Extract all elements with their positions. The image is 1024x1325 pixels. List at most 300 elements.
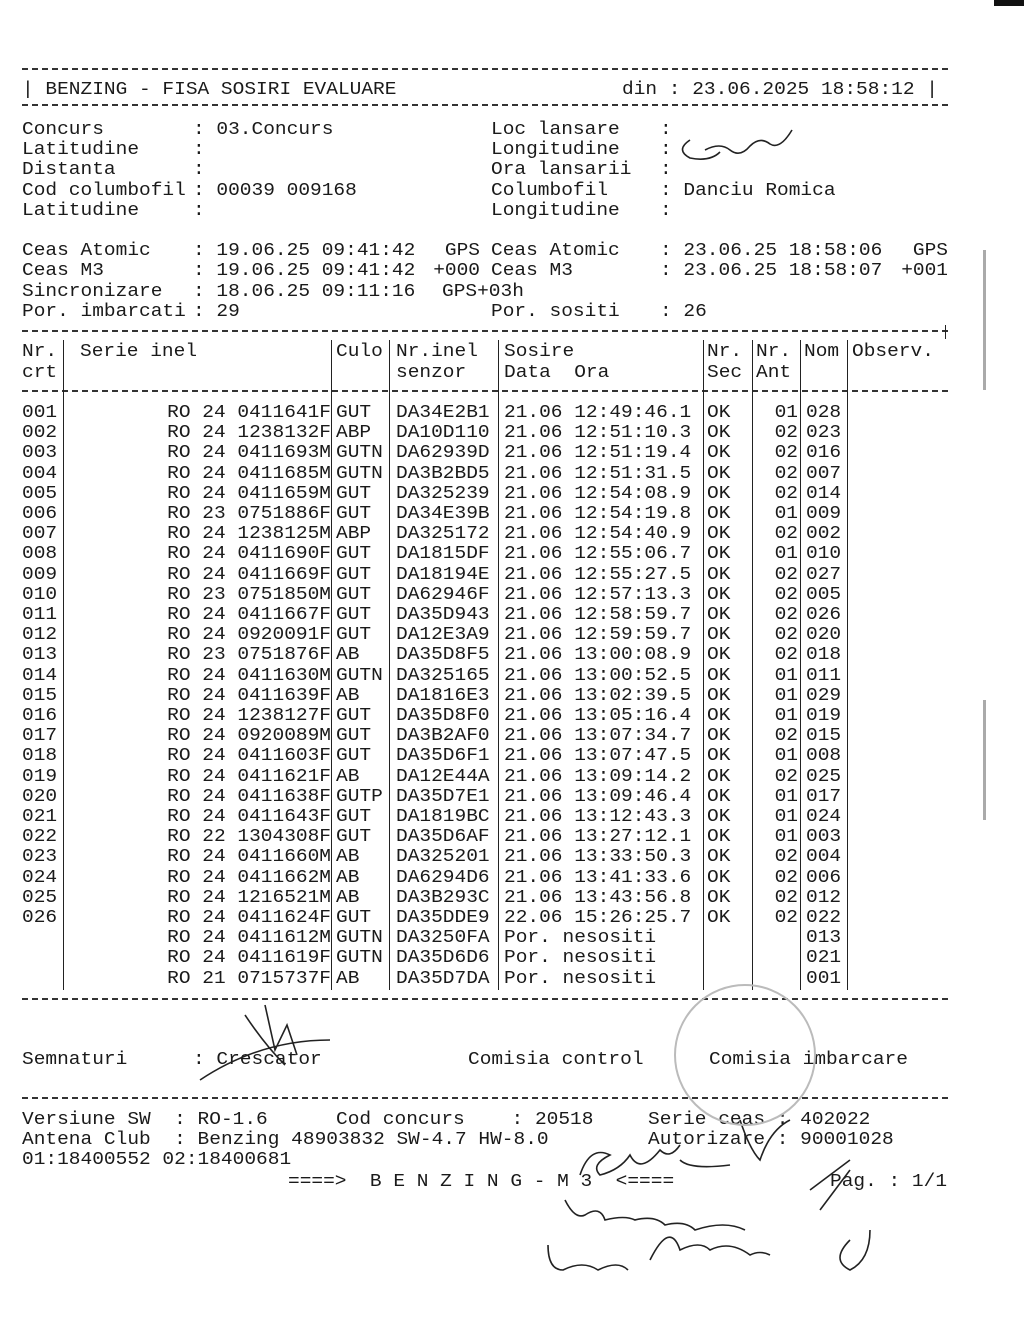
cell-nr-ant: 02 <box>774 441 798 463</box>
footer-versiune: Versiune SW : RO-1.6 <box>22 1108 268 1130</box>
cell-culo: AB <box>336 967 360 989</box>
cell-sosire: 21.06 12:54:08.9 <box>504 482 692 504</box>
cell-sosire: Por. nesositi <box>504 946 657 968</box>
report-date-value: 23.06.2025 18:58:12 <box>692 78 915 100</box>
divider <box>22 330 948 332</box>
clock-label: Por. sositi <box>491 300 620 322</box>
cell-nr-sec: OK <box>707 542 731 564</box>
clock-value: : 29 <box>193 300 240 322</box>
cell-culo: GUTN <box>336 664 383 686</box>
cell-nr-sec: OK <box>707 502 731 524</box>
cell-sosire: 22.06 15:26:25.7 <box>504 906 692 928</box>
cell-serie-inel: RO 24 0411639F <box>167 684 331 706</box>
footer-antennas: 01:18400552 02:18400681 <box>22 1148 292 1170</box>
report-date: din : 23.06.2025 18:58:12 | <box>622 78 938 100</box>
cell-serie-inel: RO 24 0411624F <box>167 906 331 928</box>
col-observ: Observ. <box>852 340 934 362</box>
cell-serie-inel: RO 24 1216521M <box>167 886 331 908</box>
cell-serie-inel: RO 21 0715737F <box>167 967 331 989</box>
cell-culo: GUT <box>336 805 372 827</box>
cell-nr-inel: DA35DDE9 <box>396 906 490 928</box>
cell-nom: 015 <box>806 724 842 746</box>
cell-nom: 016 <box>806 441 842 463</box>
cell-sosire: 21.06 13:12:43.3 <box>504 805 692 827</box>
info-label: Columbofil <box>491 179 609 201</box>
cell-nr-crt: 017 <box>22 724 58 746</box>
cell-serie-inel: RO 24 0411667F <box>167 603 331 625</box>
cell-nom: 014 <box>806 482 842 504</box>
cell-sosire: 21.06 13:00:08.9 <box>504 643 692 665</box>
clock-value: : 23.06.25 18:58:06 <box>660 239 883 261</box>
cell-nr-inel: DA62939D <box>396 441 490 463</box>
cell-nr-sec: OK <box>707 441 731 463</box>
cell-sosire: Por. nesositi <box>504 926 657 948</box>
cell-sosire: 21.06 12:51:19.4 <box>504 441 692 463</box>
col-serie: Serie inel <box>80 340 198 362</box>
cell-nr-inel: DA3B2BD5 <box>396 462 490 484</box>
cell-sosire: 21.06 13:27:12.1 <box>504 825 692 847</box>
cell-sosire: 21.06 13:05:16.4 <box>504 704 692 726</box>
cell-culo: GUT <box>336 704 372 726</box>
handwriting-3 <box>548 1237 770 1270</box>
cell-serie-inel: RO 24 0411659M <box>167 482 331 504</box>
cell-nom: 010 <box>806 542 842 564</box>
cell-nr-sec: OK <box>707 522 731 544</box>
cell-serie-inel: RO 23 0751850M <box>167 583 331 605</box>
cell-sosire: 21.06 12:54:40.9 <box>504 522 692 544</box>
cell-nr-ant: 02 <box>774 866 798 888</box>
cell-serie-inel: RO 24 0411641F <box>167 401 331 423</box>
cell-nr-sec: OK <box>707 906 731 928</box>
cell-nr-inel: DA6294D6 <box>396 866 490 888</box>
cell-nr-ant: 02 <box>774 563 798 585</box>
cell-nr-crt: 014 <box>22 664 58 686</box>
cell-culo: GUT <box>336 502 372 524</box>
clock-label: Sincronizare <box>22 280 163 302</box>
info-label: Cod columbofil <box>22 179 186 201</box>
info-value: : <box>660 138 684 160</box>
cell-nr-sec: OK <box>707 684 731 706</box>
cell-nr-sec: OK <box>707 462 731 484</box>
cell-nr-inel: DA34E39B <box>396 502 490 524</box>
cell-nr-sec: OK <box>707 401 731 423</box>
cell-nr-crt: 011 <box>22 603 58 625</box>
cell-nr-ant: 01 <box>774 825 798 847</box>
cell-nr-inel: DA18194E <box>396 563 490 585</box>
info-label: Longitudine <box>491 199 620 221</box>
cell-sosire: 21.06 13:41:33.6 <box>504 866 692 888</box>
cell-nr-sec: OK <box>707 805 731 827</box>
cell-nr-sec: OK <box>707 563 731 585</box>
clock-suffix: GPS <box>444 239 480 261</box>
cell-nr-ant: 02 <box>774 462 798 484</box>
cell-nr-ant: 01 <box>774 785 798 807</box>
cell-nr-inel: DA35D7E1 <box>396 785 490 807</box>
cell-nom: 023 <box>806 421 842 443</box>
cell-nr-inel: DA35D6D6 <box>396 946 490 968</box>
cell-culo: AB <box>336 845 360 867</box>
col-sec: Sec <box>707 361 743 383</box>
cell-serie-inel: RO 24 0411660M <box>167 845 331 867</box>
cell-nr-ant: 02 <box>774 906 798 928</box>
clock-label: Ceas M3 <box>491 259 573 281</box>
cell-nr-ant: 01 <box>774 664 798 686</box>
scan-edge <box>994 0 1024 6</box>
footer-autorizare: Autorizare : 90001028 <box>648 1128 894 1150</box>
cell-nr-ant: 02 <box>774 845 798 867</box>
cell-sosire: 21.06 12:55:27.5 <box>504 563 692 585</box>
cell-nr-inel: DA3250FA <box>396 926 490 948</box>
cell-sosire: 21.06 12:58:59.7 <box>504 603 692 625</box>
divider <box>22 1097 948 1099</box>
cell-serie-inel: RO 24 0411690F <box>167 542 331 564</box>
cell-nr-inel: DA34E2B1 <box>396 401 490 423</box>
clock-label: Ceas Atomic <box>491 239 620 261</box>
cell-nr-inel: DA325172 <box>396 522 490 544</box>
cell-serie-inel: RO 24 0411662M <box>167 866 331 888</box>
cell-culo: GUTN <box>336 946 383 968</box>
cell-nr-ant: 01 <box>774 542 798 564</box>
cell-culo: ABP <box>336 421 372 443</box>
cell-nr-ant: 02 <box>774 603 798 625</box>
column-line <box>703 340 704 990</box>
cell-nr-inel: DA12E44A <box>396 765 490 787</box>
signatures-label: Semnaturi <box>22 1048 128 1070</box>
cell-serie-inel: RO 24 1238132F <box>167 421 331 443</box>
cell-culo: GUT <box>336 744 372 766</box>
cell-nom: 002 <box>806 522 842 544</box>
cell-nr-ant: 01 <box>774 704 798 726</box>
cell-sosire: Por. nesositi <box>504 967 657 989</box>
cell-nom: 006 <box>806 866 842 888</box>
cell-serie-inel: RO 24 0411669F <box>167 563 331 585</box>
cell-nom: 029 <box>806 684 842 706</box>
col-nr-inel: Nr.inel <box>396 340 478 362</box>
cell-culo: GUT <box>336 724 372 746</box>
cell-nr-sec: OK <box>707 482 731 504</box>
cell-nom: 005 <box>806 583 842 605</box>
loc-lansare-signature <box>683 130 793 159</box>
cell-nr-inel: DA1815DF <box>396 542 490 564</box>
cell-nr-inel: DA1816E3 <box>396 684 490 706</box>
cell-serie-inel: RO 24 1238125M <box>167 522 331 544</box>
cell-nr-crt: 013 <box>22 643 58 665</box>
cell-nom: 013 <box>806 926 842 948</box>
cell-nr-ant: 02 <box>774 765 798 787</box>
cell-culo: GUTN <box>336 462 383 484</box>
cell-serie-inel: RO 24 0411630M <box>167 664 331 686</box>
info-value: : Danciu Romica <box>660 179 836 201</box>
cell-nr-inel: DA35D8F5 <box>396 643 490 665</box>
cell-nr-ant: 01 <box>774 744 798 766</box>
cell-serie-inel: RO 24 1238127F <box>167 704 331 726</box>
footer-antena: Antena Club : Benzing 48903832 SW-4.7 HW-8.0 <box>22 1128 549 1150</box>
cell-nr-sec: OK <box>707 765 731 787</box>
cell-nr-sec: OK <box>707 845 731 867</box>
cell-nom: 025 <box>806 765 842 787</box>
cell-culo: GUT <box>336 906 372 928</box>
scan-streak <box>983 250 986 390</box>
cell-serie-inel: RO 24 0411621F <box>167 765 331 787</box>
cell-nr-crt: 026 <box>22 906 58 928</box>
footer-serie-ceas: Serie ceas : 402022 <box>648 1108 871 1130</box>
cell-nr-crt: 015 <box>22 684 58 706</box>
clock-suffix: GPS <box>912 239 948 261</box>
cell-nr-inel: DA12E3A9 <box>396 623 490 645</box>
cell-nom: 027 <box>806 563 842 585</box>
clock-label: Por. imbarcati <box>22 300 186 322</box>
cell-nom: 008 <box>806 744 842 766</box>
cell-culo: GUT <box>336 583 372 605</box>
column-line <box>63 340 64 990</box>
col-sosire: Sosire <box>504 340 575 362</box>
cell-nr-inel: DA35D7DA <box>396 967 490 989</box>
info-value: : <box>193 199 217 221</box>
cell-sosire: 21.06 12:51:31.5 <box>504 462 692 484</box>
cell-nr-ant: 02 <box>774 643 798 665</box>
info-label: Ora lansarii <box>491 158 632 180</box>
cell-serie-inel: RO 24 0411643F <box>167 805 331 827</box>
cell-nr-ant: 02 <box>774 724 798 746</box>
cell-nom: 001 <box>806 967 842 989</box>
scan-streak <box>983 700 986 820</box>
cell-nom: 011 <box>806 664 842 686</box>
handwriting-2 <box>565 1200 745 1230</box>
col-nr-ant: Nr. <box>756 340 792 362</box>
cell-nr-ant: 01 <box>774 502 798 524</box>
cell-nr-crt: 012 <box>22 623 58 645</box>
cell-sosire: 21.06 12:49:46.1 <box>504 401 692 423</box>
cell-nr-ant: 02 <box>774 886 798 908</box>
cell-sosire: 21.06 13:09:14.2 <box>504 765 692 787</box>
page-number: Pag. : 1/1 <box>830 1170 948 1192</box>
cell-nr-sec: OK <box>707 886 731 908</box>
cell-nr-inel: DA35D6F1 <box>396 744 490 766</box>
cell-serie-inel: RO 24 0920089M <box>167 724 331 746</box>
cell-nr-crt: 010 <box>22 583 58 605</box>
cell-nr-crt: 018 <box>22 744 58 766</box>
cell-nr-ant: 01 <box>774 805 798 827</box>
cell-nr-sec: OK <box>707 583 731 605</box>
cell-nr-crt: 009 <box>22 563 58 585</box>
signature-crescator: : Crescator <box>193 1048 322 1070</box>
cell-sosire: 21.06 12:55:06.7 <box>504 542 692 564</box>
cell-nr-sec: OK <box>707 866 731 888</box>
divider <box>22 104 948 106</box>
cell-nr-inel: DA35D8F0 <box>396 704 490 726</box>
cell-nom: 028 <box>806 401 842 423</box>
info-label: Distanta <box>22 158 116 180</box>
col-ant: Ant <box>756 361 792 383</box>
clock-suffix: +000 <box>433 259 480 281</box>
info-value: : <box>193 158 217 180</box>
divider <box>22 390 948 392</box>
cell-nr-inel: DA62946F <box>396 583 490 605</box>
cell-nr-crt: 023 <box>22 845 58 867</box>
cell-nr-sec: OK <box>707 744 731 766</box>
cell-nr-ant: 02 <box>774 583 798 605</box>
column-line <box>752 340 753 990</box>
cell-nr-sec: OK <box>707 664 731 686</box>
column-line <box>389 340 390 990</box>
cell-nom: 024 <box>806 805 842 827</box>
cell-nr-crt: 016 <box>22 704 58 726</box>
cell-sosire: 21.06 13:43:56.8 <box>504 886 692 908</box>
cell-nr-crt: 006 <box>22 502 58 524</box>
info-value: : 03.Concurs <box>193 118 334 140</box>
cell-nom: 018 <box>806 643 842 665</box>
cell-nr-sec: OK <box>707 785 731 807</box>
col-nr: Nr. <box>22 340 58 362</box>
column-line <box>800 340 801 990</box>
cell-nr-crt: 024 <box>22 866 58 888</box>
cell-sosire: 21.06 12:54:19.8 <box>504 502 692 524</box>
info-value: : <box>660 118 684 140</box>
cell-sosire: 21.06 13:09:46.4 <box>504 785 692 807</box>
cell-nom: 007 <box>806 462 842 484</box>
cell-serie-inel: RO 24 0920091F <box>167 623 331 645</box>
info-value: : <box>660 158 684 180</box>
cell-serie-inel: RO 23 0751876F <box>167 643 331 665</box>
cell-nr-inel: DA35D6AF <box>396 825 490 847</box>
cell-nr-ant: 01 <box>774 684 798 706</box>
cell-nr-ant: 02 <box>774 522 798 544</box>
info-label: Latitudine <box>22 138 140 160</box>
title-bar-left: | BENZING - FISA SOSIRI EVALUARE <box>22 78 397 100</box>
cell-nr-sec: OK <box>707 643 731 665</box>
cell-sosire: 21.06 13:07:34.7 <box>504 724 692 746</box>
clock-value: : 18.06.25 09:11:16 <box>193 280 416 302</box>
cell-nr-inel: DA3B293C <box>396 886 490 908</box>
cell-sosire: 21.06 13:02:39.5 <box>504 684 692 706</box>
cell-nom: 021 <box>806 946 842 968</box>
cell-nr-ant: 01 <box>774 401 798 423</box>
cell-culo: GUT <box>336 542 372 564</box>
cell-nr-inel: DA325239 <box>396 482 490 504</box>
footer-cod-concurs: Cod concurs : 20518 <box>336 1108 594 1130</box>
cell-nr-ant: 02 <box>774 623 798 645</box>
clock-suffix: GPS+03h <box>442 280 524 302</box>
column-line <box>331 340 332 990</box>
cell-culo: AB <box>336 684 360 706</box>
cell-culo: GUT <box>336 825 372 847</box>
cell-nr-crt: 005 <box>22 482 58 504</box>
cell-nr-crt: 022 <box>22 825 58 847</box>
cell-culo: AB <box>336 886 360 908</box>
cell-nr-inel: DA10D110 <box>396 421 490 443</box>
cell-nom: 004 <box>806 845 842 867</box>
cell-nom: 020 <box>806 623 842 645</box>
cell-nom: 026 <box>806 603 842 625</box>
cell-nr-sec: OK <box>707 704 731 726</box>
column-line <box>498 340 499 990</box>
cell-nr-crt: 019 <box>22 765 58 787</box>
cell-serie-inel: RO 24 0411612M <box>167 926 331 948</box>
col-senzor: senzor <box>396 361 467 383</box>
cell-sosire: 21.06 13:33:50.3 <box>504 845 692 867</box>
cell-culo: AB <box>336 643 360 665</box>
cell-serie-inel: RO 24 0411619F <box>167 946 331 968</box>
cell-culo: AB <box>336 765 360 787</box>
clock-value: : 19.06.25 09:41:42 <box>193 239 416 261</box>
cell-sosire: 21.06 13:00:52.5 <box>504 664 692 686</box>
cell-sosire: 21.06 12:51:10.3 <box>504 421 692 443</box>
cell-culo: ABP <box>336 522 372 544</box>
info-value: : <box>193 138 217 160</box>
info-label: Latitudine <box>22 199 140 221</box>
col-nom: Nom <box>804 340 840 362</box>
cell-serie-inel: RO 22 1304308F <box>167 825 331 847</box>
cell-nr-inel: DA325201 <box>396 845 490 867</box>
cell-nom: 017 <box>806 785 842 807</box>
clock-label: Ceas M3 <box>22 259 104 281</box>
cell-sosire: 21.06 12:57:13.3 <box>504 583 692 605</box>
cell-serie-inel: RO 24 0411638F <box>167 785 331 807</box>
clock-label: Ceas Atomic <box>22 239 151 261</box>
col-nr-sec: Nr. <box>707 340 743 362</box>
cell-nr-crt: 002 <box>22 421 58 443</box>
footer-banner: ====> B E N Z I N G - M 3 <==== <box>288 1170 675 1192</box>
cell-culo: GUT <box>336 603 372 625</box>
info-label: Concurs <box>22 118 104 140</box>
clock-value: : 23.06.25 18:58:07 <box>660 259 883 281</box>
cell-nr-crt: 020 <box>22 785 58 807</box>
cell-nom: 012 <box>806 886 842 908</box>
document-title: BENZING - FISA SOSIRI EVALUARE <box>45 78 397 100</box>
cell-nr-inel: DA3B2AF0 <box>396 724 490 746</box>
info-label: Loc lansare <box>491 118 620 140</box>
divider <box>22 68 948 70</box>
cell-nr-crt: 001 <box>22 401 58 423</box>
cell-culo: GUT <box>336 623 372 645</box>
cell-nr-ant: 02 <box>774 482 798 504</box>
info-label: Longitudine <box>491 138 620 160</box>
cell-nr-sec: OK <box>707 603 731 625</box>
cell-serie-inel: RO 24 0411685M <box>167 462 331 484</box>
column-line <box>945 325 946 339</box>
clock-value: : 26 <box>660 300 707 322</box>
cell-serie-inel: RO 24 0411603F <box>167 744 331 766</box>
cell-culo: GUT <box>336 563 372 585</box>
info-value: : <box>660 199 684 221</box>
cell-nr-sec: OK <box>707 825 731 847</box>
cell-culo: GUTN <box>336 926 383 948</box>
cell-nr-inel: DA35D943 <box>396 603 490 625</box>
cell-nr-inel: DA325165 <box>396 664 490 686</box>
column-line <box>847 340 848 990</box>
cell-nr-ant: 02 <box>774 421 798 443</box>
cell-nr-inel: DA1819BC <box>396 805 490 827</box>
cell-sosire: 21.06 13:07:47.5 <box>504 744 692 766</box>
cell-serie-inel: RO 24 0411693M <box>167 441 331 463</box>
info-value: : 00039 009168 <box>193 179 357 201</box>
cell-nr-crt: 007 <box>22 522 58 544</box>
cell-nr-crt: 004 <box>22 462 58 484</box>
cell-serie-inel: RO 23 0751886F <box>167 502 331 524</box>
clock-value: : 19.06.25 09:41:42 <box>193 259 416 281</box>
divider <box>22 998 948 1000</box>
cell-nr-sec: OK <box>707 421 731 443</box>
cell-nom: 003 <box>806 825 842 847</box>
signature-comisia-control: Comisia control <box>468 1048 644 1070</box>
cell-nr-crt: 025 <box>22 886 58 908</box>
cell-nr-sec: OK <box>707 724 731 746</box>
cell-nr-crt: 008 <box>22 542 58 564</box>
clock-suffix: +001 <box>901 259 948 281</box>
cell-nom: 019 <box>806 704 842 726</box>
col-culo: Culo <box>336 340 383 362</box>
signature-comisia-imbarcare: Comisia imbarcare <box>709 1048 908 1070</box>
